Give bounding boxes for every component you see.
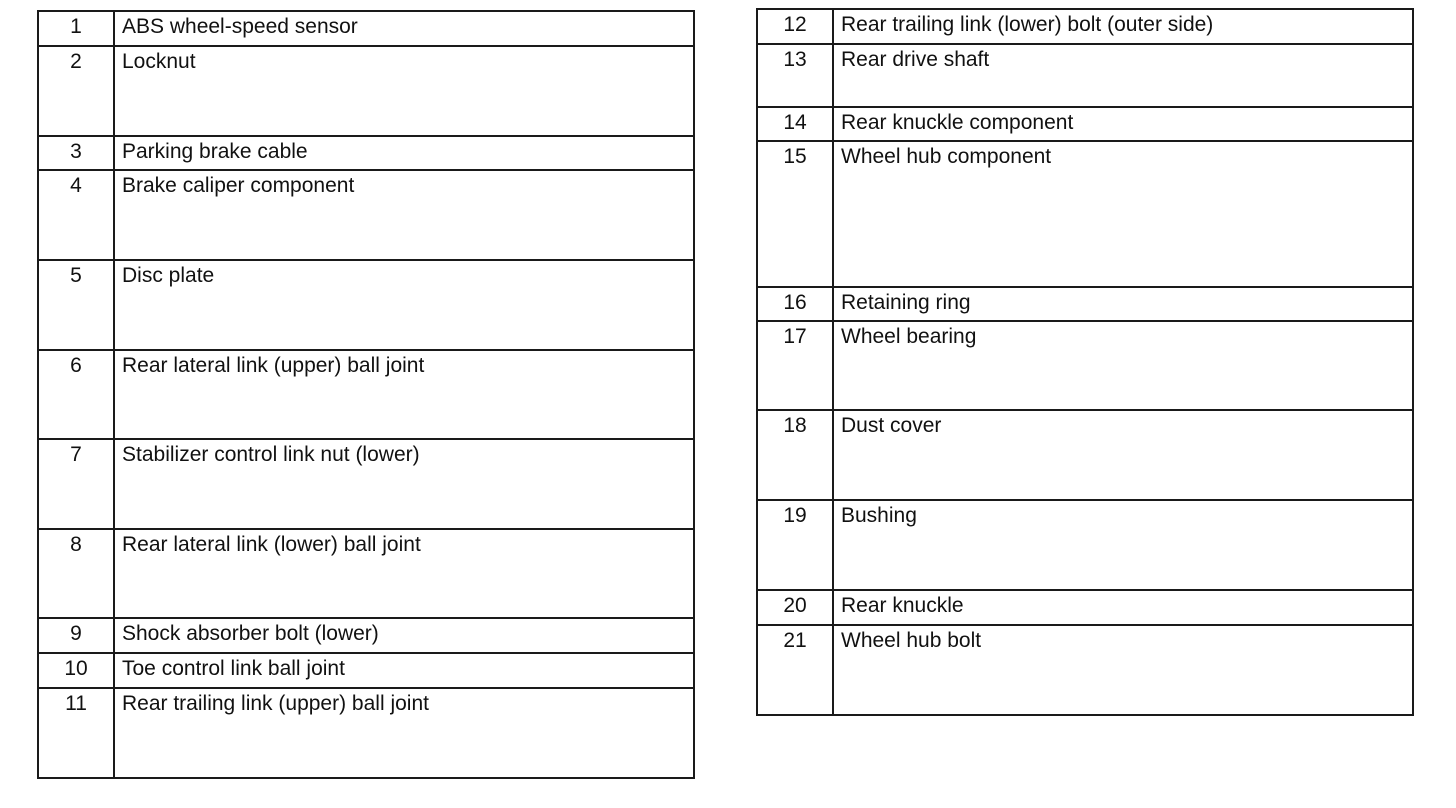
part-name: Stabilizer control link nut (lower)	[114, 439, 694, 529]
part-number: 2	[38, 46, 114, 136]
part-number: 13	[757, 44, 833, 107]
part-name: Toe control link ball joint	[114, 653, 694, 688]
part-number: 6	[38, 350, 114, 439]
table-row	[757, 107, 1413, 141]
part-name: Brake caliper component	[114, 170, 694, 260]
part-name: Wheel hub bolt	[833, 625, 1413, 715]
part-name: Retaining ring	[833, 287, 1413, 321]
table-row	[38, 618, 694, 653]
table-row	[757, 287, 1413, 321]
table-row	[38, 688, 694, 778]
part-number: 3	[38, 136, 114, 170]
part-number: 9	[38, 618, 114, 653]
table-row	[757, 44, 1413, 107]
part-number: 15	[757, 141, 833, 287]
table-row	[38, 11, 694, 46]
part-number: 18	[757, 410, 833, 500]
part-name: Rear lateral link (lower) ball joint	[114, 529, 694, 618]
part-number: 10	[38, 653, 114, 688]
part-name: Rear lateral link (upper) ball joint	[114, 350, 694, 439]
table-row	[757, 141, 1413, 287]
table-row	[38, 170, 694, 260]
part-number: 7	[38, 439, 114, 529]
table-row	[38, 529, 694, 618]
table-row	[38, 350, 694, 439]
table-row	[757, 500, 1413, 590]
part-name: ABS wheel-speed sensor	[114, 11, 694, 46]
part-name: Rear knuckle	[833, 590, 1413, 625]
table-row	[757, 9, 1413, 44]
part-name: Rear knuckle component	[833, 107, 1413, 141]
part-name: Wheel bearing	[833, 321, 1413, 410]
part-name: Locknut	[114, 46, 694, 136]
table-row	[38, 653, 694, 688]
table-row	[757, 321, 1413, 410]
part-name: Dust cover	[833, 410, 1413, 500]
part-name: Rear trailing link (upper) ball joint	[114, 688, 694, 778]
table-row	[38, 136, 694, 170]
part-number: 8	[38, 529, 114, 618]
table-row	[38, 439, 694, 529]
part-number: 19	[757, 500, 833, 590]
part-number: 20	[757, 590, 833, 625]
part-name: Rear trailing link (lower) bolt (outer side)	[833, 9, 1413, 44]
part-number: 17	[757, 321, 833, 410]
part-number: 14	[757, 107, 833, 141]
parts-table-left	[37, 10, 695, 779]
part-name: Bushing	[833, 500, 1413, 590]
part-number: 11	[38, 688, 114, 778]
part-number: 1	[38, 11, 114, 46]
part-name: Wheel hub component	[833, 141, 1413, 287]
part-number: 12	[757, 9, 833, 44]
table-row	[38, 46, 694, 136]
table-row	[757, 410, 1413, 500]
table-row	[757, 625, 1413, 715]
part-number: 21	[757, 625, 833, 715]
parts-table-right	[756, 8, 1414, 716]
part-number: 16	[757, 287, 833, 321]
part-number: 5	[38, 260, 114, 350]
part-name: Rear drive shaft	[833, 44, 1413, 107]
part-name: Disc plate	[114, 260, 694, 350]
part-name: Parking brake cable	[114, 136, 694, 170]
table-row	[38, 260, 694, 350]
part-name: Shock absorber bolt (lower)	[114, 618, 694, 653]
part-number: 4	[38, 170, 114, 260]
table-row	[757, 590, 1413, 625]
